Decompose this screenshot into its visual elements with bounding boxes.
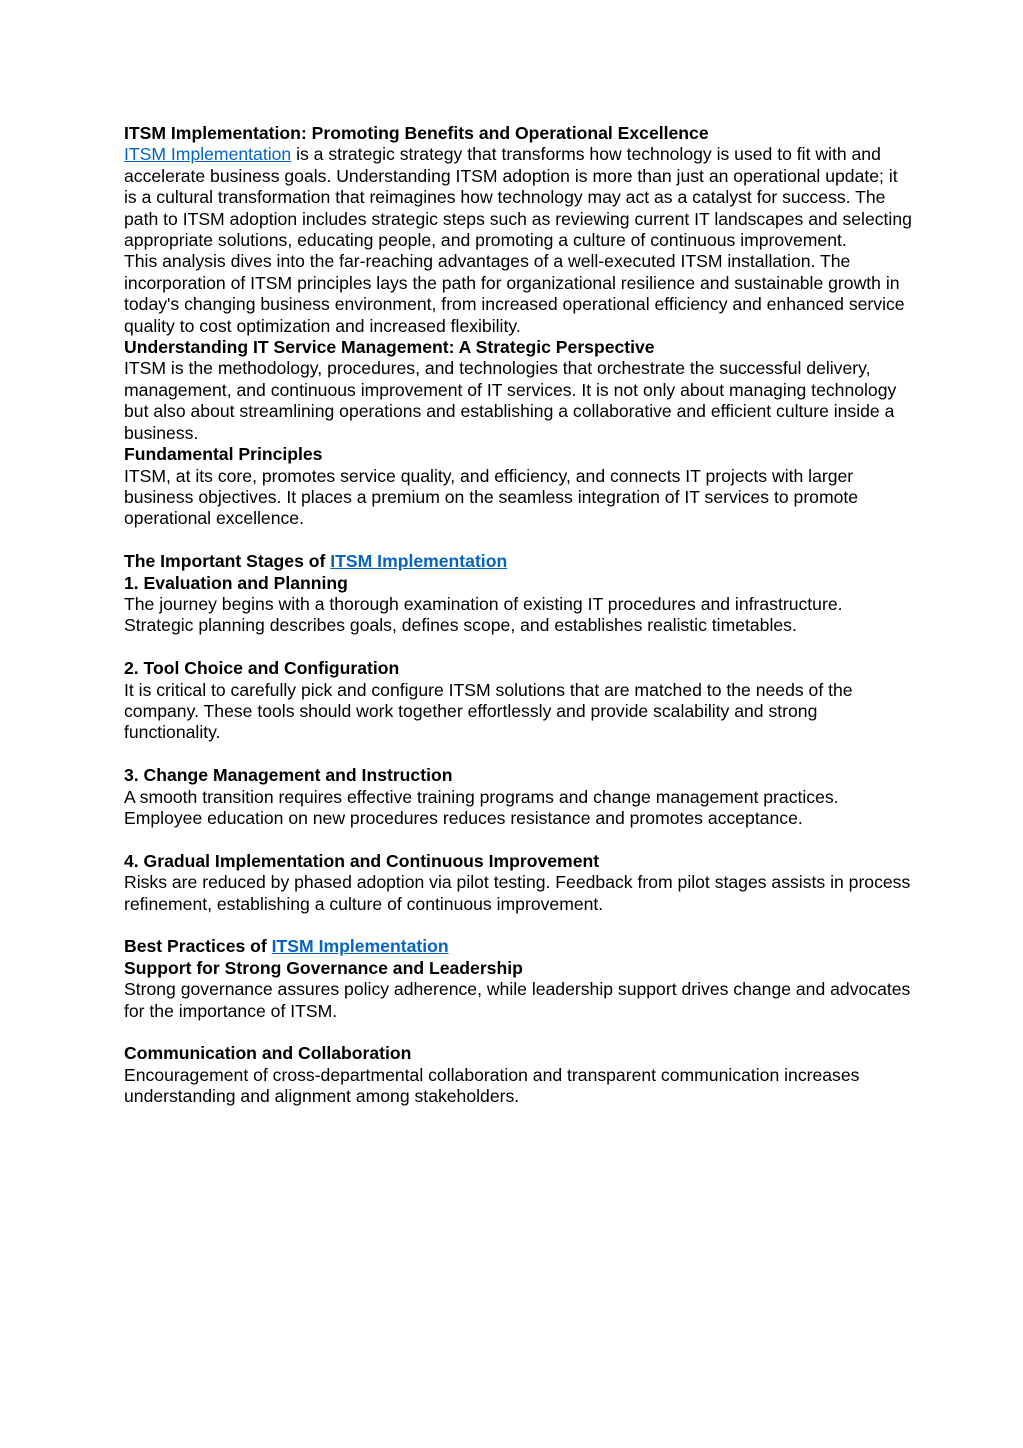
document-content [124,123,914,1129]
stage-heading: 1. Evaluation and Planning [124,572,348,593]
document-title: ITSM Implementation: Promoting Benefits and Operational Excellence [124,123,709,143]
stage-item-2 [124,658,914,744]
stage-text: A smooth transition requires effective training programs and change management practices. Employee education on new procedures reduces resistance and promotes acceptance. [124,786,839,828]
stage-item-1 [124,573,914,637]
stage-item-4 [124,851,914,915]
intro-paragraph [124,144,914,251]
practice-item-1 [124,958,914,1022]
practices-heading-prefix: Best Practices of [124,936,272,957]
practices-itsm-implementation-link[interactable]: ITSM Implementation [271,936,449,957]
practice-text: Strong governance assures policy adherence, while leadership support drives change and advocates for the importance of ITSM. [124,979,911,1021]
practice-heading: Communication and Collaboration [124,1043,412,1064]
understanding-paragraph: ITSM is the methodology, procedures, and technologies that orchestrate the successful delivery, management, and continuous improvement of IT services. It is not only about managing technology but also about streamlining operations and establishing a collaborative and efficient culture inside a business. [124,358,897,443]
stages-itsm-implementation-link[interactable]: ITSM Implementation [330,551,508,572]
stage-heading: 2. Tool Choice and Configuration [124,658,400,679]
analysis-paragraph: This analysis dives into the far-reaching advantages of a well-executed ITSM installation. The incorporation of ITSM principles lays the path for organizational resilience and sustainable growth in today's changing business environment, from increased operational efficiency and enhanced service quality to cost optimization and increased flexibility. [124,251,905,336]
stage-heading: 3. Change Management and Instruction [124,765,453,786]
stage-item-3 [124,765,914,829]
stage-heading: 4. Gradual Implementation and Continuous Improvement [124,850,600,871]
stages-heading-prefix: The Important Stages of [124,551,331,572]
principles-heading: Fundamental Principles [124,444,323,465]
principles-paragraph: ITSM, at its core, promotes service quality, and efficiency, and connects IT projects with larger business objectives. It places a premium on the seamless integration of IT services to promote operational excellence. [124,465,859,529]
stage-text: Risks are reduced by phased adoption via pilot testing. Feedback from pilot stages assists in process refinement, establishing a culture of continuous improvement. [124,872,911,914]
practice-item-2 [124,1043,914,1107]
understanding-heading: Understanding IT Service Management: A Strategic Perspective [124,337,655,358]
intro-text: is a strategic strategy that transforms how technology is used to fit with and accelerate business goals. Understanding ITSM adoption is more than just an operational update; it is a cultural transformation that reimagines how technology may act as a catalyst for success. The path to ITSM adoption includes strategic steps such as reviewing current IT landscapes and selecting appropriate solutions, educating people, and promoting a culture of continuous improvement. [124,144,912,251]
stages-heading [124,551,914,572]
practices-heading [124,936,914,957]
principles-section [124,444,914,530]
practice-text: Encouragement of cross-departmental collaboration and transparent communication increases understanding and alignment among stakeholders. [124,1064,860,1107]
stage-text: It is critical to carefully pick and configure ITSM solutions that are matched to the needs of the company. These tools should work together effortlessly and provide scalability and strong functionality. [124,679,853,743]
practice-heading: Support for Strong Governance and Leadership [124,957,523,978]
stage-text: The journey begins with a thorough examination of existing IT procedures and infrastructure. Strategic planning describes goals, defines scope, and establishes realistic timetables. [124,593,843,636]
itsm-implementation-link[interactable]: ITSM Implementation [124,144,292,165]
